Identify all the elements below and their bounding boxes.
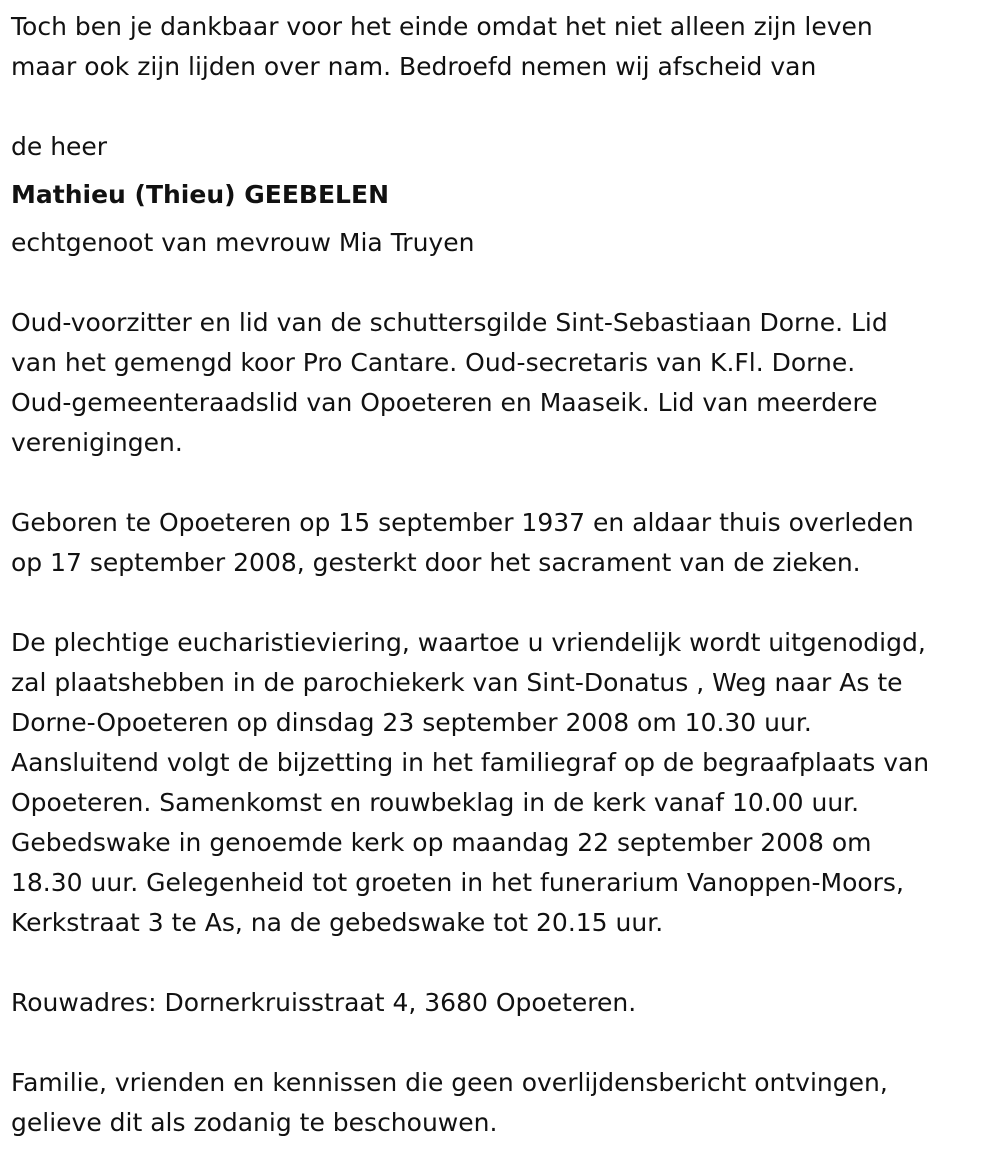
roles-line: Oud-voorzitter en lid van de schuttersgilde Sint-Sebastiaan Dorne. Lid xyxy=(11,308,888,337)
ceremony-line: Gebedswake in genoemde kerk op maandag 22 september 2008 om xyxy=(11,828,872,857)
closing-line: gelieve dit als zodanig te beschouwen. xyxy=(11,1108,498,1137)
closing-line: Familie, vrienden en kennissen die geen overlijdensbericht ontvingen, xyxy=(11,1068,888,1097)
death-notice xyxy=(11,7,996,1143)
ceremony-line: Opoeteren. Samenkomst en rouwbeklag in de kerk vanaf 10.00 uur. xyxy=(11,788,860,817)
birth-death-line: Geboren te Opoeteren op 15 september 1937 en aldaar thuis overleden xyxy=(11,508,914,537)
roles-line: van het gemengd koor Pro Cantare. Oud-secretaris van K.Fl. Dorne. xyxy=(11,348,856,377)
birth-death-paragraph xyxy=(11,503,996,583)
ceremony-line: Kerkstraat 3 te As, na de gebedswake tot 20.15 uur. xyxy=(11,908,664,937)
mourning-address: Rouwadres: Dornerkruisstraat 4, 3680 Opoeteren. xyxy=(11,988,637,1017)
intro-paragraph xyxy=(11,7,996,87)
intro-line: Toch ben je dankbaar voor het einde omdat het niet alleen zijn leven xyxy=(11,12,873,41)
ceremony-paragraph xyxy=(11,623,996,943)
closing-paragraph xyxy=(11,1063,996,1143)
ceremony-line: Dorne-Opoeteren op dinsdag 23 september 2008 om 10.30 uur. xyxy=(11,708,812,737)
spouse-line: echtgenoot van mevrouw Mia Truyen xyxy=(11,228,475,257)
roles-line: Oud-gemeenteraadslid van Opoeteren en Maaseik. Lid van meerdere xyxy=(11,388,878,417)
roles-paragraph xyxy=(11,303,996,463)
deceased-name: Mathieu (Thieu) GEEBELEN xyxy=(11,180,389,209)
ceremony-line: De plechtige eucharistieviering, waartoe u vriendelijk wordt uitgenodigd, xyxy=(11,628,926,657)
salutation: de heer xyxy=(11,132,108,161)
ceremony-line: zal plaatshebben in de parochiekerk van Sint-Donatus , Weg naar As te xyxy=(11,668,903,697)
intro-line: maar ook zijn lijden over nam. Bedroefd nemen wij afscheid van xyxy=(11,52,817,81)
ceremony-line: 18.30 uur. Gelegenheid tot groeten in het funerarium Vanoppen-Moors, xyxy=(11,868,904,897)
ceremony-line: Aansluitend volgt de bijzetting in het familiegraf op de begraafplaats van xyxy=(11,748,930,777)
birth-death-line: op 17 september 2008, gesterkt door het sacrament van de zieken. xyxy=(11,548,861,577)
roles-line: verenigingen. xyxy=(11,428,183,457)
